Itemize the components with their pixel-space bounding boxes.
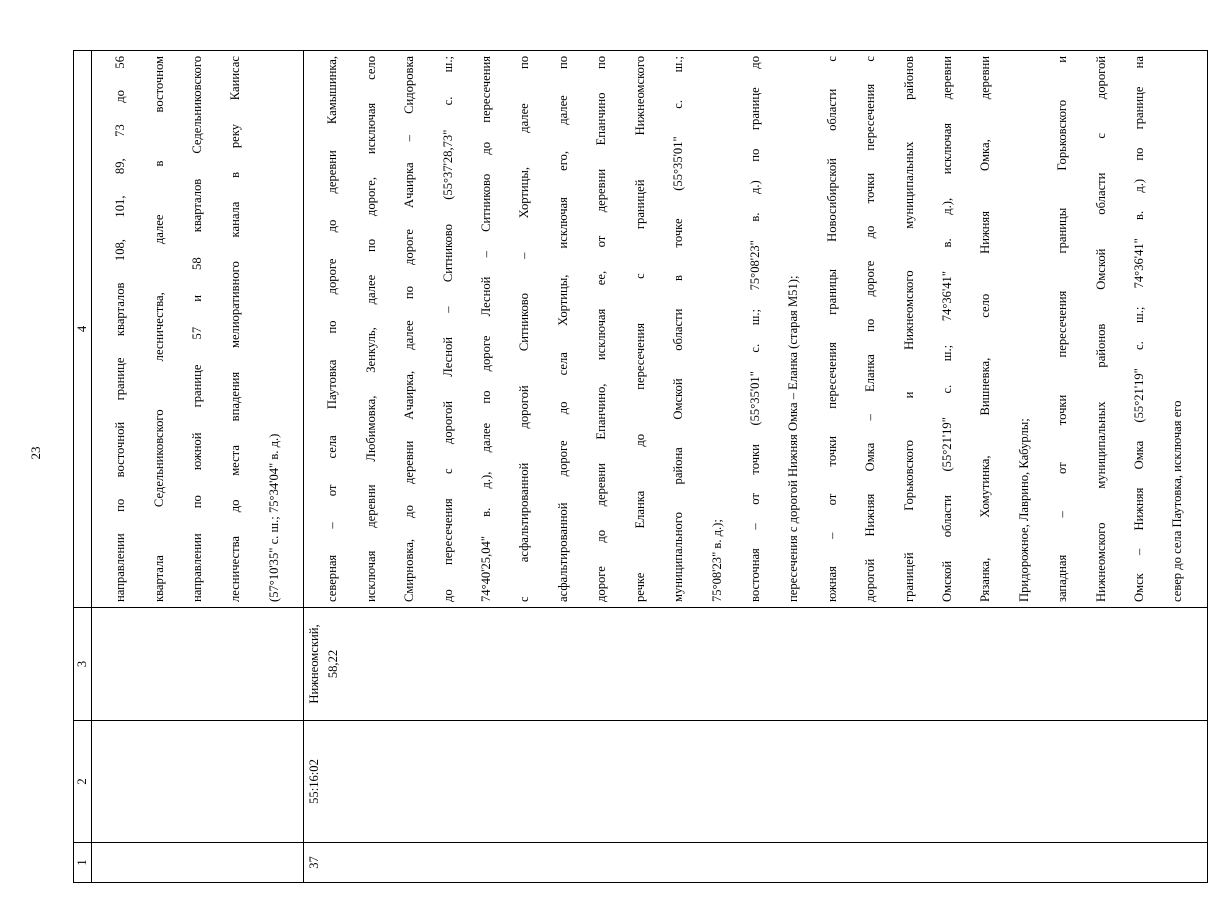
description-line: с асфальтированной дорогой Ситниково – Хортицы, далее по — [517, 56, 532, 602]
description-line: до пересечения с дорогой Лесной – Ситниково (55°37'28,73" с. ш.; — [440, 56, 455, 602]
column-number-4: 4 — [74, 51, 92, 608]
description-line: дороге до деревни Епанчино, исключая ее, от деревни Епанчино по — [594, 56, 609, 602]
column-number-row — [74, 51, 92, 883]
page-number: 23 — [28, 446, 43, 460]
description-line: асфальтированной дороге до села Хортицы, исключая его, далее по — [555, 56, 570, 602]
column-number-3: 3 — [74, 608, 92, 721]
description-line: речке Еланка до пересечения с границей Нижнеомского — [632, 56, 647, 602]
row-number-cell — [92, 843, 304, 883]
column-number-2: 2 — [74, 721, 92, 843]
description-line: 74°40'25,04" в. д.), далее по дороге Лесной – Ситниково до пересечения — [479, 56, 494, 602]
description-line: квартала Седельниковского лесничества, далее в восточном — [151, 56, 166, 602]
description-line: южная – от точки пересечения границы Новосибирской области с — [824, 56, 839, 602]
description-line: дорогой Нижняя Омка – Еланка по дороге до точки пересечения с — [863, 56, 878, 602]
description-line: границей Горьковского и Нижнеомского муниципальных районов — [901, 56, 916, 602]
description-line: Придорожное, Лаврино, Кабурлы; — [1016, 418, 1031, 602]
cadastral-code-cell — [92, 721, 304, 843]
description-line: пересечения с дорогой Нижняя Омка – Еланка (старая М51); — [786, 275, 801, 602]
description-line: исключая деревни Любимовка, Зенкуль, далее по дороге, исключая село — [363, 56, 378, 602]
rotated-page-content — [73, 51, 1185, 883]
boundary-description-cell — [304, 51, 1208, 608]
district-name: Нижнеомский, 58,22 — [307, 624, 341, 704]
description-line: восточная – от точки (55°35'01" с. ш.; 75°08'23" в. д.) по границе до — [747, 56, 762, 602]
district-name-cell — [92, 608, 304, 721]
row-number-cell — [304, 843, 1208, 883]
description-line: север до села Паутовка, исключая его — [1170, 400, 1185, 602]
table-row — [92, 51, 304, 883]
description-line: направлении по южной границе 57 и 58 кварталов Седельниковского — [190, 56, 205, 602]
description-line: лесничества до места впадения мелиоративного канала в реку Каиисас — [228, 56, 243, 602]
description-line: Нижнеомского муниципальных районов Омской области с дорогой — [1093, 56, 1108, 602]
cadastral-code: 55:16:02 — [307, 759, 322, 804]
boundary-table — [73, 50, 1208, 883]
description-line: северная – от села Паутовка по дороге до деревни Камышинка, — [325, 56, 340, 602]
description-line: Омск – Нижняя Омка (55°21'19" с. ш.; 74°36'41" в. д.) по границе на — [1131, 56, 1146, 602]
description-line: Омской области (55°21'19" с. ш.; 74°36'41" в. д.), исключая деревни — [939, 56, 954, 602]
description-line: направлении по восточной границе кварталов 108, 101, 89, 73 до 56 — [113, 56, 128, 602]
description-line: Смирновка, до деревни Ачаирка, далее по дороге Ачаирка – Сидоровка — [402, 56, 417, 602]
description-line: Рязанка, Хомутинка, Вишневка, село Нижняя Омка, деревни — [978, 56, 993, 602]
description-line: западная – от точки пересечения границы Горьковского и — [1055, 56, 1070, 602]
description-line: 75°08'23" в. д.); — [709, 519, 724, 602]
cadastral-code-cell — [304, 721, 1208, 843]
district-name-cell — [304, 608, 1208, 721]
boundary-description-cell — [92, 51, 304, 608]
row-number: 37 — [307, 856, 322, 869]
description-line: муниципального района Омской области в точке (55°35'01" с. ш.; — [671, 56, 686, 602]
column-number-1: 1 — [74, 843, 92, 883]
table-row — [304, 51, 1208, 883]
description-line: (57°10'35" с. ш.; 75°34'04" в. д.) — [266, 433, 281, 602]
